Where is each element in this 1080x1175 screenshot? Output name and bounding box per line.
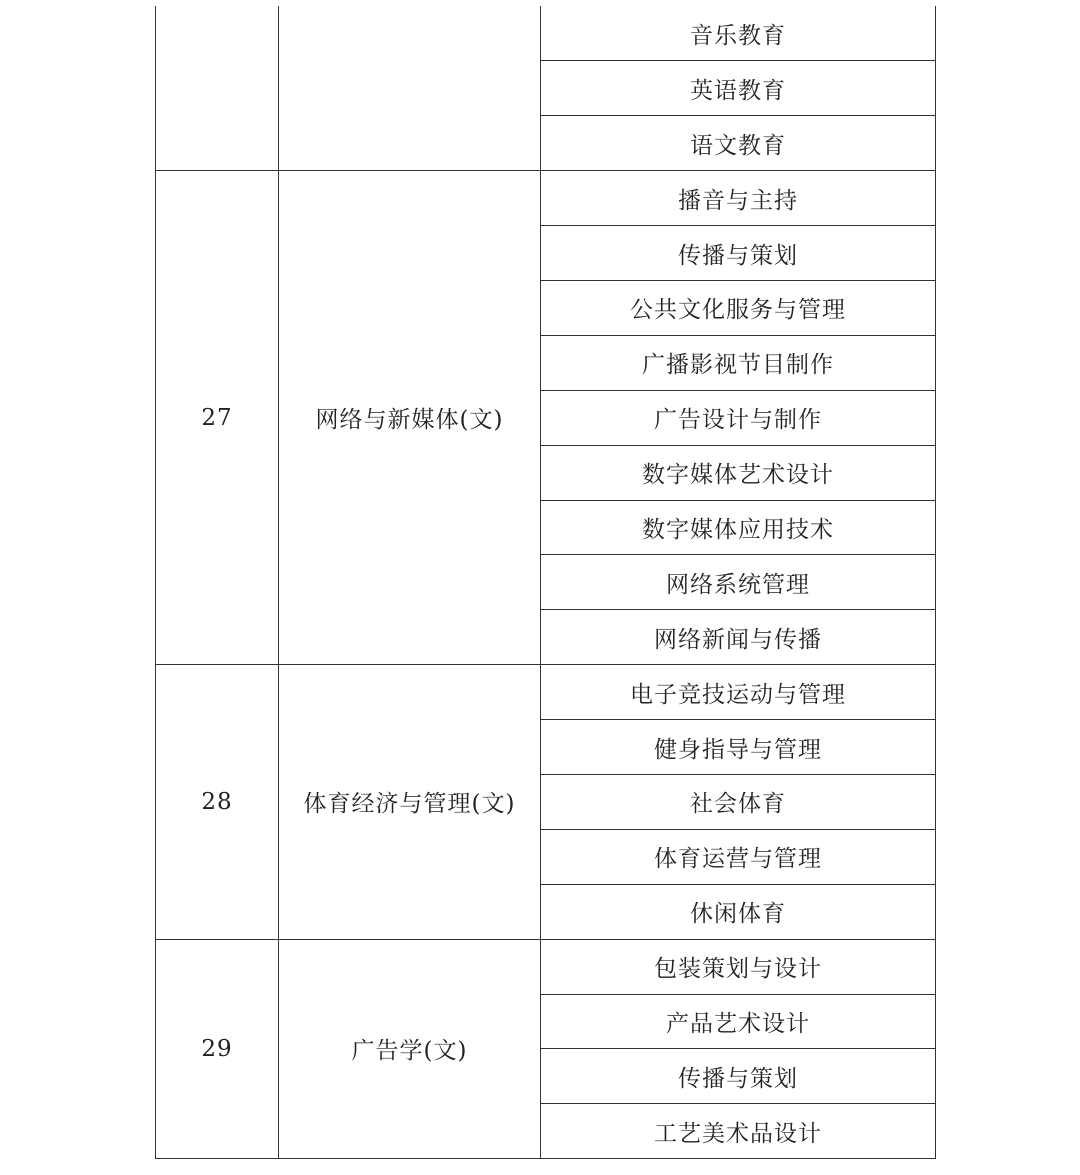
category-cell: 体育经济与管理(文) [279,665,541,939]
group-number-cell: 27 [156,171,279,665]
major-cell: 广播影视节目制作 [541,335,936,390]
table-body [156,6,936,1159]
major-cell: 语文教育 [541,116,936,171]
major-cell: 传播与策划 [541,226,936,281]
major-mapping-table-container [155,6,936,1159]
table-row [156,6,936,61]
major-cell: 数字媒体应用技术 [541,500,936,555]
major-cell: 公共文化服务与管理 [541,280,936,335]
major-cell: 包装策划与设计 [541,939,936,994]
major-cell: 网络新闻与传播 [541,610,936,665]
major-cell: 电子竞技运动与管理 [541,665,936,720]
major-cell: 产品艺术设计 [541,994,936,1049]
table-row [156,939,936,994]
group-number-cell: 28 [156,665,279,939]
category-cell: 广告学(文) [279,939,541,1159]
major-cell: 音乐教育 [541,6,936,61]
table-row [156,665,936,720]
category-cell: 网络与新媒体(文) [279,171,541,665]
major-cell: 健身指导与管理 [541,720,936,775]
major-cell: 休闲体育 [541,884,936,939]
major-cell: 数字媒体艺术设计 [541,445,936,500]
major-cell: 英语教育 [541,61,936,116]
group-number-cell: 29 [156,939,279,1159]
group-number-cell [156,6,279,171]
category-cell [279,6,541,171]
major-cell: 网络系统管理 [541,555,936,610]
major-cell: 广告设计与制作 [541,390,936,445]
major-cell: 社会体育 [541,774,936,829]
major-mapping-table [155,6,936,1159]
major-cell: 工艺美术品设计 [541,1104,936,1159]
major-cell: 播音与主持 [541,171,936,226]
major-cell: 体育运营与管理 [541,829,936,884]
major-cell: 传播与策划 [541,1049,936,1104]
table-row [156,171,936,226]
